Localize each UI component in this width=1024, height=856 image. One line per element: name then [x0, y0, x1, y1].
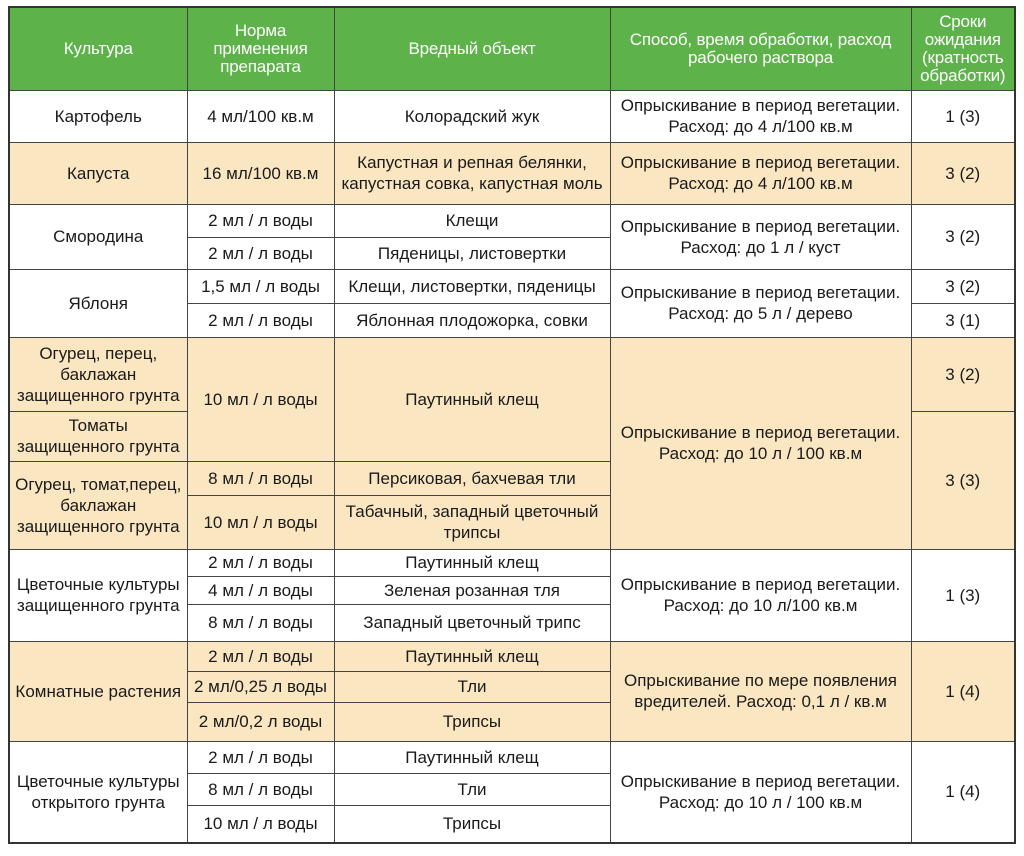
- norm-cell: 4 мл / л воды: [187, 576, 334, 604]
- wait-cell: 3 (2): [911, 204, 1015, 269]
- pest-cell: Паутинный клещ: [334, 337, 610, 461]
- pest-cell: Колорадский жук: [334, 90, 610, 142]
- pest-cell: Трипсы: [334, 805, 610, 843]
- table-row: [9, 204, 1015, 237]
- header-culture: Культура: [9, 7, 187, 90]
- pest-cell: Табачный, западный цветочный трипсы: [334, 495, 610, 549]
- table-row: [9, 142, 1015, 204]
- method-cell: Опрыскивание в период вегетации. Расход: до 5 л / дерево: [610, 269, 911, 337]
- pest-cell: Персиковая, бахчевая тли: [334, 461, 610, 495]
- culture-cell: Капуста: [9, 142, 187, 204]
- table-header-row: [9, 7, 1015, 90]
- culture-cell: Цветочные культуры открытого грунта: [9, 741, 187, 843]
- header-method: Способ, время обработки, расход рабочего раствора: [610, 7, 911, 90]
- wait-cell: 1 (3): [911, 549, 1015, 641]
- method-cell: Опрыскивание в период вегетации. Расход: до 10 л / 100 кв.м: [610, 741, 911, 843]
- table-row: [9, 90, 1015, 142]
- table-row: [9, 269, 1015, 303]
- pest-cell: Зеленая розанная тля: [334, 576, 610, 604]
- culture-cell: Огурец, перец, баклажан защищенного грунта: [9, 337, 187, 411]
- norm-cell: 2 мл / л воды: [187, 549, 334, 576]
- norm-cell: 10 мл / л воды: [187, 337, 334, 461]
- norm-cell: 10 мл / л воды: [187, 495, 334, 549]
- method-cell: Опрыскивание в период вегетации. Расход: до 10 л/100 кв.м: [610, 549, 911, 641]
- pest-cell: Пяденицы, листовертки: [334, 237, 610, 269]
- header-wait: Сроки ожидания (кратность обработки): [911, 7, 1015, 90]
- norm-cell: 8 мл / л воды: [187, 604, 334, 641]
- culture-cell: Яблоня: [9, 269, 187, 337]
- norm-cell: 2 мл/0,25 л воды: [187, 671, 334, 702]
- wait-cell: 3 (2): [911, 337, 1015, 411]
- pest-cell: Клещи: [334, 204, 610, 237]
- method-cell: Опрыскивание в период вегетации. Расход: до 10 л / 100 кв.м: [610, 337, 911, 549]
- norm-cell: 16 мл/100 кв.м: [187, 142, 334, 204]
- wait-cell: 3 (1): [911, 303, 1015, 337]
- norm-cell: 2 мл / л воды: [187, 204, 334, 237]
- culture-cell: Комнатные растения: [9, 641, 187, 741]
- norm-cell: 4 мл/100 кв.м: [187, 90, 334, 142]
- pest-cell: Капустная и репная белянки, капустная совка, капустная моль: [334, 142, 610, 204]
- culture-cell: Томаты защищенного грунта: [9, 411, 187, 461]
- table-row: [9, 641, 1015, 671]
- method-cell: Опрыскивание по мере появления вредителей. Расход: 0,1 л / кв.м: [610, 641, 911, 741]
- wait-cell: 1 (4): [911, 741, 1015, 843]
- pest-cell: Трипсы: [334, 702, 610, 741]
- norm-cell: 2 мл / л воды: [187, 303, 334, 337]
- pest-cell: Западный цветочный трипс: [334, 604, 610, 641]
- norm-cell: 2 мл/0,2 л воды: [187, 702, 334, 741]
- header-norm: Норма применения препарата: [187, 7, 334, 90]
- table-row: [9, 549, 1015, 576]
- norm-cell: 10 мл / л воды: [187, 805, 334, 843]
- norm-cell: 2 мл / л воды: [187, 237, 334, 269]
- culture-cell: Картофель: [9, 90, 187, 142]
- norm-cell: 8 мл / л воды: [187, 773, 334, 805]
- culture-cell: Смородина: [9, 204, 187, 269]
- norm-cell: 2 мл / л воды: [187, 741, 334, 773]
- pest-cell: Паутинный клещ: [334, 741, 610, 773]
- wait-cell: 1 (3): [911, 90, 1015, 142]
- header-pest: Вредный объект: [334, 7, 610, 90]
- pest-cell: Клещи, листовертки, пяденицы: [334, 269, 610, 303]
- wait-cell: 1 (4): [911, 641, 1015, 741]
- pesticide-table-container: [8, 6, 1016, 844]
- norm-cell: 8 мл / л воды: [187, 461, 334, 495]
- pest-cell: Яблонная плодожорка, совки: [334, 303, 610, 337]
- method-cell: Опрыскивание в период вегетации. Расход: до 4 л/100 кв.м: [610, 90, 911, 142]
- pest-cell: Тли: [334, 773, 610, 805]
- pest-cell: Паутинный клещ: [334, 549, 610, 576]
- norm-cell: 2 мл / л воды: [187, 641, 334, 671]
- norm-cell: 1,5 мл / л воды: [187, 269, 334, 303]
- method-cell: Опрыскивание в период вегетации. Расход: до 4 л/100 кв.м: [610, 142, 911, 204]
- pesticide-usage-table: [8, 6, 1016, 844]
- wait-cell: 3 (2): [911, 142, 1015, 204]
- pest-cell: Паутинный клещ: [334, 641, 610, 671]
- culture-cell: Огурец, томат,перец, баклажан защищенного грунта: [9, 461, 187, 549]
- method-cell: Опрыскивание в период вегетации. Расход: до 1 л / куст: [610, 204, 911, 269]
- wait-cell: 3 (3): [911, 411, 1015, 549]
- culture-cell: Цветочные культуры защищенного грунта: [9, 549, 187, 641]
- table-row: [9, 741, 1015, 773]
- pest-cell: Тли: [334, 671, 610, 702]
- table-row: [9, 337, 1015, 411]
- wait-cell: 3 (2): [911, 269, 1015, 303]
